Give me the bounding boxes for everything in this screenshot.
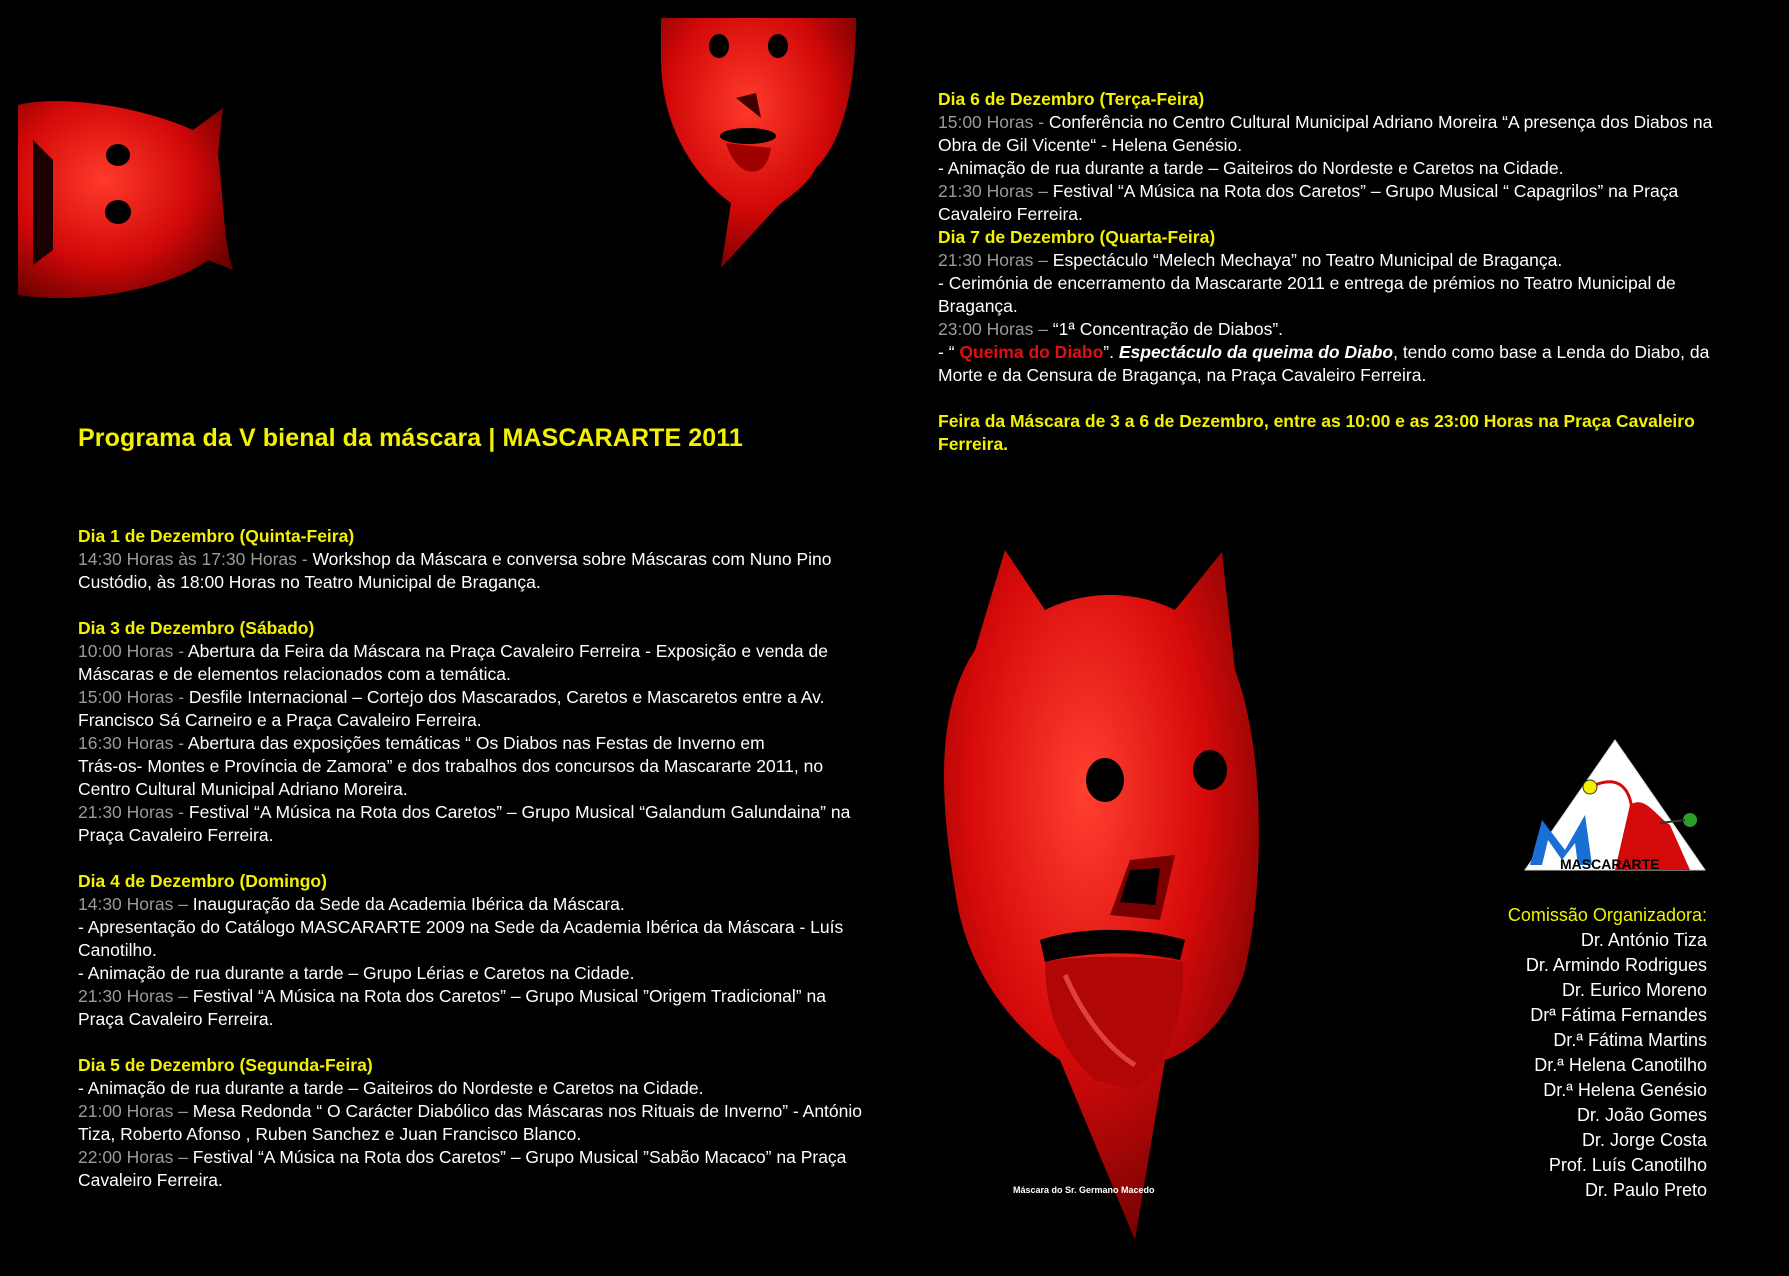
schedule-line	[938, 111, 1718, 134]
time-label: 21:30 Horas –	[938, 250, 1053, 270]
queima-highlight: Queima do Diabo	[959, 342, 1104, 362]
day-heading: Dia 7 de Dezembro (Quarta-Feira)	[938, 227, 1216, 247]
schedule-line	[78, 732, 868, 755]
committee-member: Dr. António Tiza	[1580, 930, 1707, 950]
time-label: 21:00 Horas –	[78, 1101, 193, 1121]
event-text: Custódio, às 18:00 Horas no Teatro Municipal de Bragança.	[78, 572, 541, 592]
schedule-line	[78, 663, 868, 686]
time-label: 16:30 Horas -	[78, 733, 188, 753]
schedule-line	[938, 272, 1718, 295]
event-text: Obra de Gil Vicente“ - Helena Genésio.	[938, 135, 1243, 155]
event-text: Espectáculo “Melech Mechaya” no Teatro Municipal de Bragança.	[1052, 250, 1563, 270]
day6-lines	[938, 111, 1718, 226]
schedule-line	[938, 134, 1718, 157]
schedule-line	[938, 157, 1718, 180]
schedule-line	[78, 801, 868, 824]
committee-member: Dr.ª Fátima Martins	[1553, 1030, 1707, 1050]
feira-line: Feira da Máscara de 3 a 6 de Dezembro, entre as 10:00 e as 23:00 Horas na Praça Cavaleiro	[938, 411, 1695, 431]
event-text: Abertura das exposições temáticas “ Os Diabos nas Festas de Inverno em	[187, 733, 765, 753]
schedule-line	[938, 318, 1718, 341]
time-label: 15:00 Horas -	[938, 112, 1049, 132]
committee-members	[1508, 928, 1707, 1203]
day-heading: Dia 5 de Dezembro (Segunda-Feira)	[78, 1055, 373, 1075]
committee-member: Dr. João Gomes	[1576, 1105, 1707, 1125]
schedule-right	[938, 88, 1718, 456]
event-text: Desfile Internacional – Cortejo dos Mascarados, Caretos e Mascaretos entre a Av.	[188, 687, 825, 707]
event-text: Cavaleiro Ferreira.	[938, 204, 1083, 224]
time-label: 14:30 Horas –	[78, 894, 193, 914]
day-heading: Dia 1 de Dezembro (Quinta-Feira)	[78, 526, 355, 546]
event-text: Trás-os- Montes e Província de Zamora” e dos trabalhos dos concursos da Mascararte 2011, no	[78, 756, 824, 776]
event-text: - Cerimónia de encerramento da Mascararte 2011 e entrega de prémios no Teatro Municipal de	[938, 273, 1676, 293]
feira-line-cont: Ferreira.	[938, 434, 1009, 454]
devil-mask-image-top-left	[18, 100, 233, 300]
event-text: Workshop da Máscara e conversa sobre Máscaras com Nuno Pino	[312, 549, 832, 569]
schedule-line	[78, 778, 868, 801]
time-label: 15:00 Horas -	[78, 687, 189, 707]
committee-member: Dr.ª Helena Genésio	[1543, 1080, 1707, 1100]
event-text: Festival “A Música na Rota dos Caretos” – Grupo Musical “ Capagrilos” na Praça	[1052, 181, 1679, 201]
schedule-line	[78, 1146, 868, 1169]
time-label: 21:30 Horas -	[78, 802, 189, 822]
event-text: - Animação de rua durante a tarde – Grupo Lérias e Caretos na Cidade.	[78, 963, 635, 983]
queima-line-cont: Morte e da Censura de Bragança, na Praça Cavaleiro Ferreira.	[938, 365, 1427, 385]
mascararte-logo	[1520, 735, 1720, 875]
event-text: Festival “A Música na Rota dos Caretos” – Grupo Musical “Galandum Galundaina” na	[188, 802, 851, 822]
event-text: Máscaras e de elementos relacionados com a temática.	[78, 664, 511, 684]
logo-text: MASCARARTE	[1560, 856, 1660, 872]
event-text: - Animação de rua durante a tarde – Gaiteiros do Nordeste e Caretos na Cidade.	[938, 158, 1564, 178]
schedule-line	[78, 962, 868, 985]
event-text: Francisco Sá Carneiro e a Praça Cavaleiro Ferreira.	[78, 710, 482, 730]
schedule-line	[78, 755, 868, 778]
mask-caption: Máscara do Sr. Germano Macedo	[1013, 1185, 1155, 1195]
schedule-line	[938, 295, 1718, 318]
committee-member: Dr. Paulo Preto	[1584, 1180, 1707, 1200]
time-label: 23:00 Horas –	[938, 319, 1053, 339]
devil-mask-image-top-center	[656, 18, 856, 273]
event-text: Praça Cavaleiro Ferreira.	[78, 825, 274, 845]
schedule-line	[78, 1169, 868, 1192]
time-label: 22:00 Horas –	[78, 1147, 193, 1167]
event-text: - Apresentação do Catálogo MASCARARTE 2009 na Sede da Academia Ibérica da Máscara - Luís	[78, 917, 844, 937]
event-text: Tiza, Roberto Afonso , Ruben Sanchez e Juan Francisco Blanco.	[78, 1124, 582, 1144]
schedule-line	[78, 939, 868, 962]
time-label: 14:30 Horas às 17:30 Horas -	[78, 549, 313, 569]
committee-title: Comissão Organizadora:	[1507, 905, 1707, 925]
event-text: Festival “A Música na Rota dos Caretos” – Grupo Musical ”Origem Tradicional” na	[192, 986, 826, 1006]
event-text: Inauguração da Sede da Academia Ibérica da Máscara.	[192, 894, 625, 914]
queima-emphasis: Espectáculo da queima do Diabo	[1118, 342, 1394, 362]
time-label: 10:00 Horas -	[78, 641, 188, 661]
schedule-line	[938, 180, 1718, 203]
event-text: Praça Cavaleiro Ferreira.	[78, 1009, 274, 1029]
committee-member: Dr. Jorge Costa	[1581, 1130, 1707, 1150]
time-label: 21:30 Horas –	[78, 986, 193, 1006]
event-text: Cavaleiro Ferreira.	[78, 1170, 223, 1190]
event-text: Festival “A Música na Rota dos Caretos” – Grupo Musical ”Sabão Macaco” na Praça	[192, 1147, 847, 1167]
schedule-line	[78, 709, 868, 732]
schedule-line	[938, 203, 1718, 226]
schedule-line	[78, 893, 868, 916]
event-text: Mesa Redonda “ O Carácter Diabólico das Máscaras nos Rituais de Inverno” - António	[192, 1101, 863, 1121]
committee-member: Dr. Armindo Rodrigues	[1525, 955, 1707, 975]
schedule-line	[78, 640, 868, 663]
schedule-line	[78, 686, 868, 709]
queima-line: - “ Queima do Diabo”. Espectáculo da queima do Diabo, tendo como base a Lenda do Diabo, da	[938, 342, 1710, 362]
schedule-line	[938, 249, 1718, 272]
day-heading: Dia 3 de Dezembro (Sábado)	[78, 618, 315, 638]
schedule-left	[78, 525, 868, 1192]
organizing-committee	[1508, 903, 1707, 1203]
time-label: 21:30 Horas –	[938, 181, 1053, 201]
devil-mask-image-main	[935, 550, 1295, 1240]
schedule-line	[78, 571, 868, 594]
schedule-line	[78, 1123, 868, 1146]
page-title: Programa da V bienal da máscara | MASCARARTE 2011	[78, 424, 743, 452]
schedule-line	[78, 916, 868, 939]
schedule-line	[78, 1008, 868, 1031]
day7-lines	[938, 249, 1718, 341]
committee-member: Prof. Luís Canotilho	[1548, 1155, 1707, 1175]
schedule-line	[78, 1100, 868, 1123]
event-text: Centro Cultural Municipal Adriano Moreira.	[78, 779, 408, 799]
schedule-line	[78, 1077, 868, 1100]
committee-member: Dr.ª Helena Canotilho	[1534, 1055, 1707, 1075]
event-text: “1ª Concentração de Diabos”.	[1052, 319, 1284, 339]
event-text: Bragança.	[938, 296, 1018, 316]
event-text: Conferência no Centro Cultural Municipal Adriano Moreira “A presença dos Diabos na	[1048, 112, 1713, 132]
schedule-line	[78, 824, 868, 847]
committee-member: Dr. Eurico Moreno	[1561, 980, 1707, 1000]
event-text: Canotilho.	[78, 940, 157, 960]
committee-member: Drª Fátima Fernandes	[1530, 1005, 1707, 1025]
event-text: Abertura da Feira da Máscara na Praça Cavaleiro Ferreira - Exposição e venda de	[187, 641, 828, 661]
event-text: - Animação de rua durante a tarde – Gaiteiros do Nordeste e Caretos na Cidade.	[78, 1078, 704, 1098]
schedule-line	[78, 548, 868, 571]
day-heading: Dia 4 de Dezembro (Domingo)	[78, 871, 327, 891]
schedule-line	[78, 985, 868, 1008]
day-heading: Dia 6 de Dezembro (Terça-Feira)	[938, 89, 1205, 109]
